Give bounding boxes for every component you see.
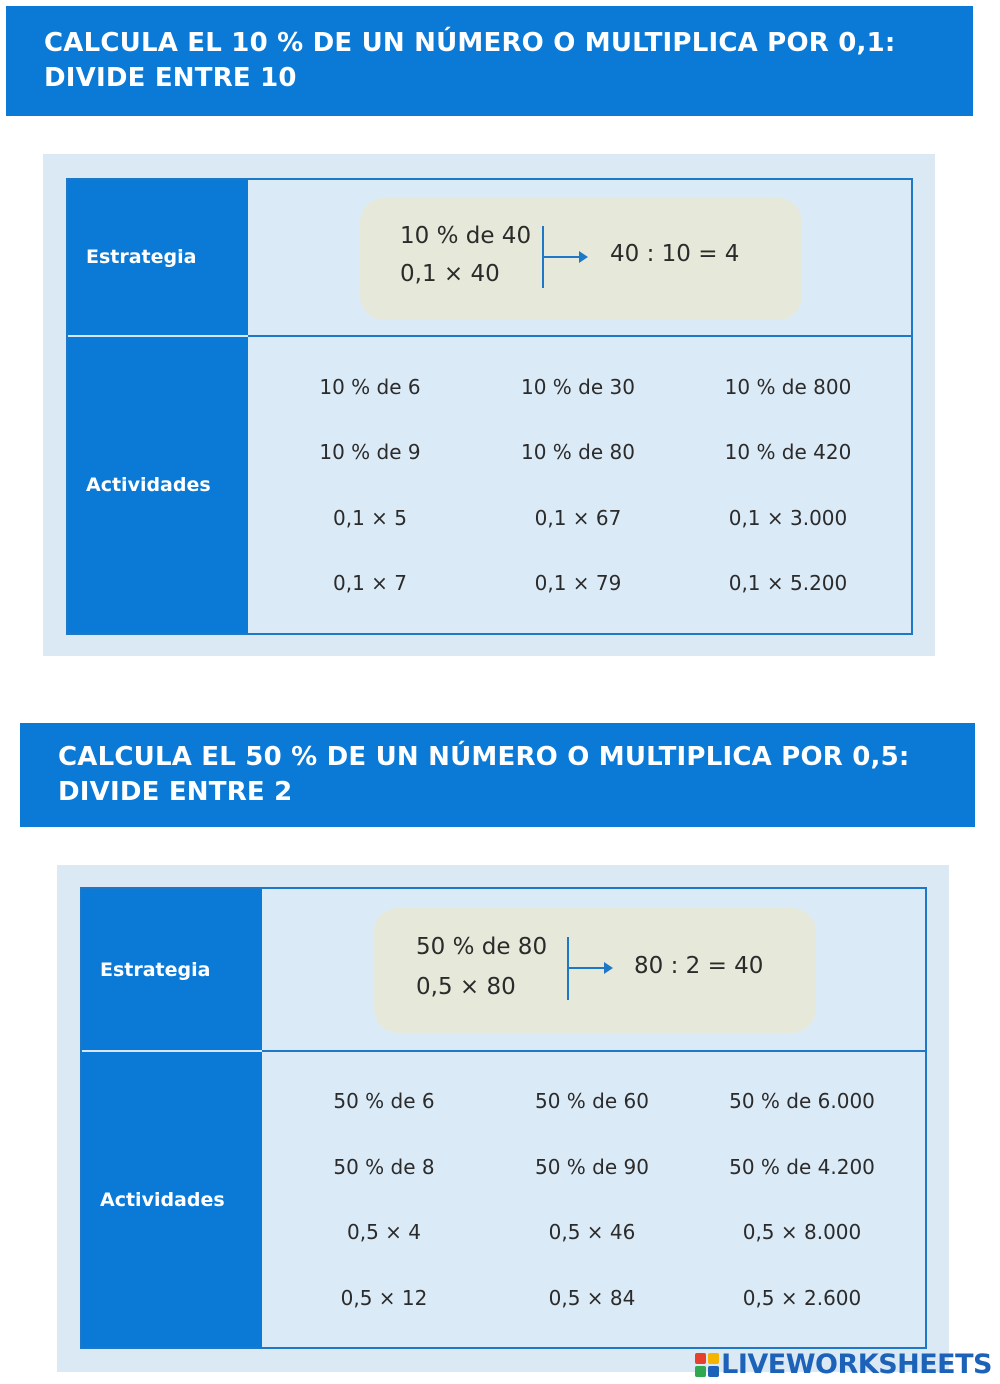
strategy-expr-2: 0,5 × 80: [416, 974, 516, 1000]
activity-item: 50 % de 60: [535, 1089, 649, 1113]
strategy-label: Estrategia: [100, 959, 211, 981]
activity-item: 0,5 × 8.000: [742, 1220, 862, 1244]
title-line-2: DIVIDE ENTRE 10: [44, 63, 297, 93]
title-line-2: DIVIDE ENTRE 2: [58, 777, 293, 807]
activity-item: 0,5 × 4: [346, 1220, 421, 1244]
strategy-expr-2: 0,1 × 40: [400, 261, 500, 287]
activities-label: Actividades: [86, 474, 211, 496]
activity-item: 10 % de 30: [521, 375, 635, 399]
arrow-icon: [569, 967, 611, 969]
activity-item: 10 % de 6: [319, 375, 421, 399]
activity-item: 0,5 × 12: [340, 1286, 428, 1310]
strategy-result: 40 : 10 = 4: [610, 241, 740, 267]
arrow-icon: [544, 256, 586, 258]
strategy-table: [80, 887, 927, 1349]
strategy-box: [374, 908, 816, 1033]
activities-label: Actividades: [100, 1189, 225, 1211]
liveworksheets-logo-icon: [695, 1353, 719, 1377]
activity-item: 10 % de 9: [319, 440, 421, 464]
activity-item: 0,5 × 46: [548, 1220, 636, 1244]
activity-item: 0,1 × 7: [332, 571, 407, 595]
activity-item: 10 % de 800: [724, 375, 852, 399]
activity-item: 0,1 × 79: [534, 571, 622, 595]
activity-item: 0,1 × 5.200: [728, 571, 848, 595]
section-50-percent: [0, 700, 1000, 1384]
brand-name: LIVEWORKSHEETS: [721, 1349, 992, 1380]
label-column: [82, 889, 262, 1347]
activity-item: 0,5 × 2.600: [742, 1286, 862, 1310]
activity-item: 10 % de 80: [521, 440, 635, 464]
activity-item: 50 % de 6.000: [729, 1089, 875, 1113]
strategy-label: Estrategia: [86, 246, 197, 268]
activity-item: 50 % de 8: [333, 1155, 435, 1179]
activity-item: 0,1 × 67: [534, 506, 622, 530]
activity-item: 0,5 × 84: [548, 1286, 636, 1310]
strategy-expr-1: 50 % de 80: [416, 934, 548, 960]
row-divider: [262, 1050, 925, 1052]
liveworksheets-logo[interactable]: [695, 1349, 992, 1380]
activity-item: 50 % de 90: [535, 1155, 649, 1179]
row-divider: [248, 335, 911, 337]
title-line-1: CALCULA EL 50 % DE UN NÚMERO O MULTIPLICA POR 0,5:: [58, 742, 910, 772]
section-title: [20, 723, 975, 827]
strategy-table: [66, 178, 913, 635]
strategy-expr-1: 10 % de 40: [400, 223, 532, 249]
strategy-result: 80 : 2 = 40: [634, 953, 764, 979]
activity-item: 0,1 × 5: [332, 506, 407, 530]
section-title: [6, 6, 973, 116]
title-line-1: CALCULA EL 10 % DE UN NÚMERO O MULTIPLICA POR 0,1:: [44, 28, 896, 58]
activity-item: 50 % de 4.200: [729, 1155, 875, 1179]
activity-item: 0,1 × 3.000: [728, 506, 848, 530]
activity-item: 10 % de 420: [724, 440, 852, 464]
activity-item: 50 % de 6: [333, 1089, 435, 1113]
strategy-box: [360, 198, 802, 320]
